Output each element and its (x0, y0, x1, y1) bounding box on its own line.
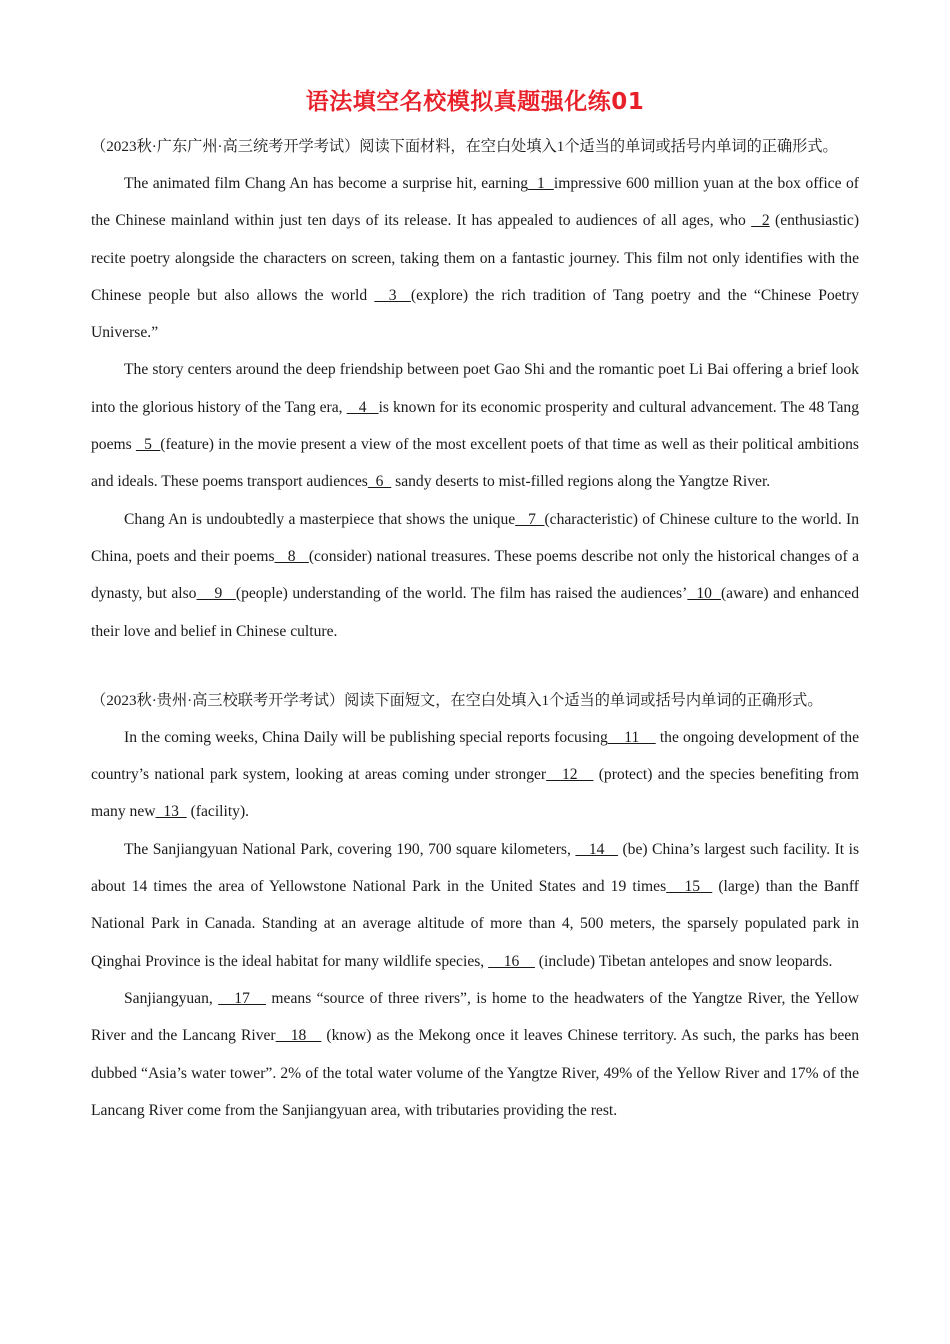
answer-blank[interactable]: 10 (687, 585, 721, 603)
answer-blank[interactable]: 9 (196, 585, 236, 603)
paragraph-text: is known for its economic prosperity and cultural advancement. The 48 Tang poems (91, 398, 860, 454)
paragraph-text: (feature) in the movie present a view of the most excellent poets of that time as well as their political ambitions and ideals. These poems transport audiences (91, 436, 860, 491)
passage-paragraph (91, 980, 859, 1129)
paragraph-text: (be) China’s largest such facility. It is about 14 times the area of Yellowstone National Park in the United States and 19 times (91, 840, 860, 896)
passage-instructions: （2023秋·广东广州·高三统考开学考试）阅读下面材料，在空白处填入1个适当的单词或括号内单词的正确形式。 (91, 138, 838, 155)
passage-paragraph (91, 719, 859, 831)
answer-blank[interactable]: 16 (488, 952, 535, 970)
paragraph-text: In the coming weeks, China Daily will be publishing special reports focusing (124, 728, 608, 746)
answer-blank[interactable]: 8 (274, 547, 309, 565)
passage-section (91, 128, 859, 650)
answer-blank[interactable]: 7 (515, 510, 545, 528)
passage-paragraph (91, 831, 859, 980)
answer-blank[interactable]: 6 (367, 473, 392, 491)
paragraph-text: (characteristic) of Chinese culture to the world. In China, poets and their poems (91, 510, 859, 565)
passage-section (91, 682, 859, 1129)
paragraph-text: The animated film Chang An has become a surprise hit, earning (124, 175, 529, 192)
document-page (91, 80, 859, 1129)
paragraph-text: means “source of three rivers”, is home to the headwaters of the Yangtze River, the Yellow River and the Lancang River (91, 989, 859, 1045)
answer-blank[interactable]: 13 (155, 803, 187, 821)
answer-blank[interactable]: 18 (275, 1027, 322, 1045)
paragraph-text: (people) understanding of the world. The film has raised the audiences’ (235, 585, 688, 603)
answer-blank[interactable]: 17 (218, 989, 267, 1007)
paragraph-text: Sanjiangyuan, (124, 989, 219, 1007)
answer-blank[interactable]: 5 (135, 436, 161, 454)
answer-blank[interactable]: 14 (575, 840, 618, 858)
paragraph-text: (know) as the Mekong once it leaves Chinese territory. As such, the parks has been dubbed “Asia’s water tower”. 2% of the total water volume of the Yangtze River, 49% of the Yellow River and 17% of the Lancang River come from the Sanjiangyuan area, with tributaries providing the rest. (91, 1027, 860, 1119)
paragraph-text: (consider) national treasures. These poems describe not only the historical changes of a dynasty, but also (91, 547, 860, 603)
paragraph-text: sandy deserts to mist-filled regions along the Yangtze River. (391, 473, 771, 491)
answer-blank[interactable]: 3 (374, 286, 411, 304)
paragraph-text: (enthusiastic) recite poetry alongside the characters on screen, taking them on a fantastic journey. This film not only identifies with the Chinese people but also allows the world (91, 212, 860, 304)
paragraph-text: (aware) and enhanced their love and belief in Chinese culture. (91, 585, 860, 640)
paragraph-text: (include) Tibetan antelopes and snow leopards. (534, 952, 833, 970)
paragraph-text: (large) than the Banff National Park in Canada. Standing at an average altitude of more than 4, 500 meters, the sparsely populated park in Qinghai Province is the ideal habitat for many wildlife species, (91, 878, 860, 970)
answer-blank[interactable]: 1 (528, 175, 554, 192)
passage-paragraph (91, 165, 859, 351)
paragraph-text: (facility). (186, 803, 250, 821)
paragraph-text: impressive 600 million yuan at the box office of the Chinese mainland within just ten days of its release. It has appealed to audiences of all ages, who (91, 175, 860, 230)
paragraph-text: Chang An is undoubtedly a masterpiece that shows the unique (124, 510, 516, 528)
paragraph-text: (protect) and the species benefiting from many new (91, 766, 859, 821)
passages-container (91, 128, 859, 1129)
section-spacer (91, 650, 859, 682)
passage-paragraph (91, 351, 859, 500)
paragraph-text: The Sanjiangyuan National Park, covering 190, 700 square kilometers, (124, 840, 576, 858)
answer-blank[interactable]: 2 (751, 212, 770, 230)
passage-paragraph (91, 501, 859, 650)
answer-blank[interactable]: 12 (546, 766, 594, 784)
paragraph-text: The story centers around the deep friendship between poet Gao Shi and the romantic poet Li Bai offering a brief look into the glorious history of the Tang era, (91, 361, 859, 416)
answer-blank[interactable]: 15 (666, 878, 713, 896)
paragraph-text: the ongoing development of the country’s national park system, looking at areas coming under stronger (91, 728, 859, 784)
answer-blank[interactable]: 11 (607, 728, 656, 746)
paragraph-text: (explore) the rich tradition of Tang poetry and the “Chinese Poetry Universe.” (91, 286, 859, 342)
answer-blank[interactable]: 4 (346, 398, 379, 416)
page-title: 语法填空名校模拟真题强化练01 (305, 89, 645, 115)
passage-instructions: （2023秋·贵州·高三校联考开学考试）阅读下面短文，在空白处填入1个适当的单词或括号内单词的正确形式。 (91, 691, 823, 709)
